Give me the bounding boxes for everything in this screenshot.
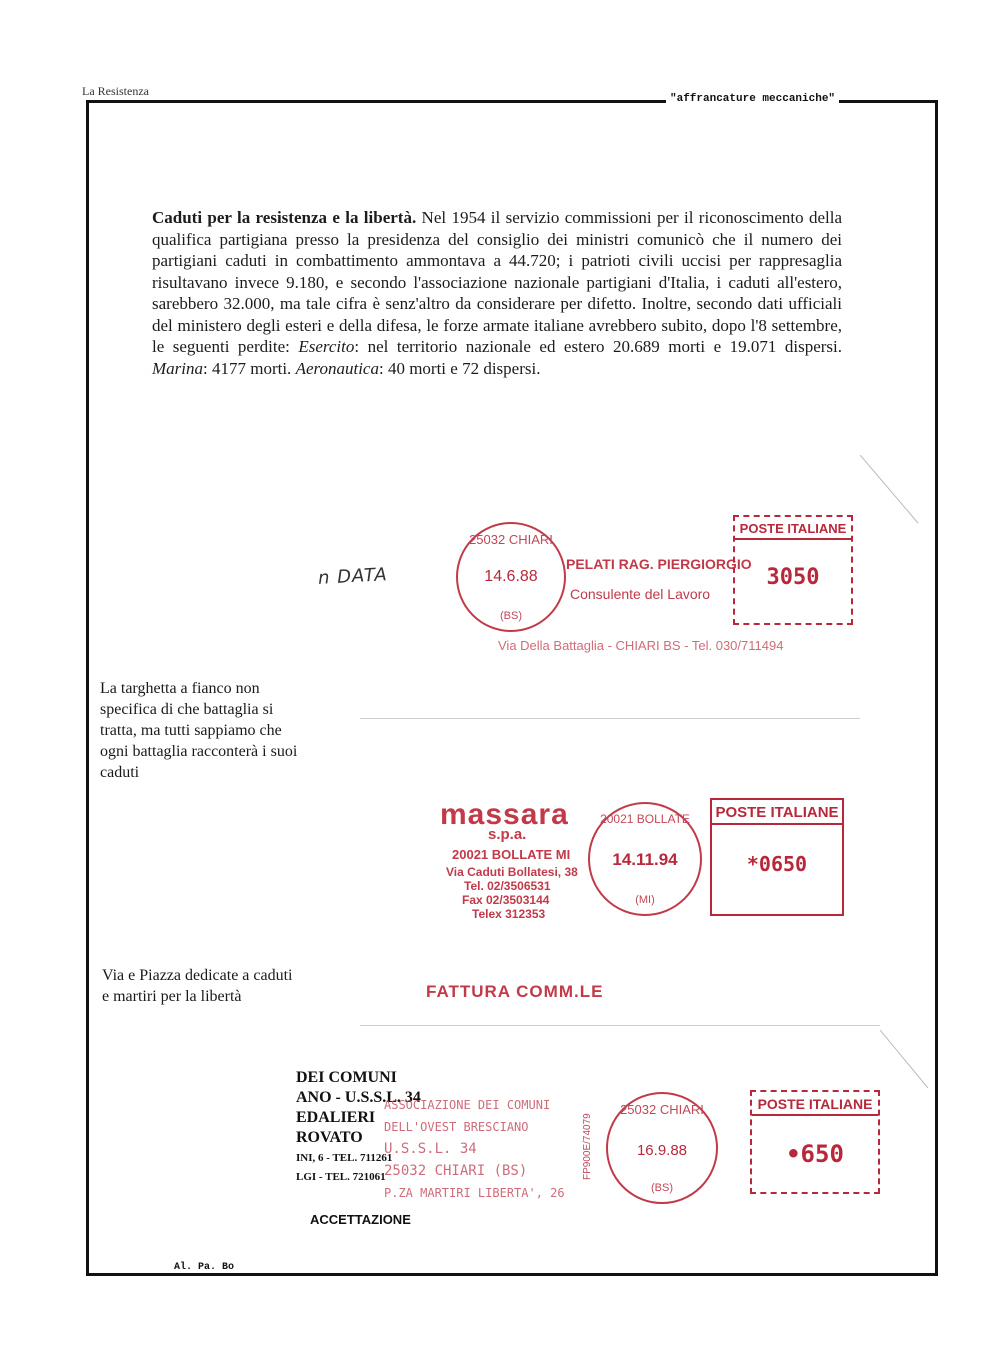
postmark-date: 14.11.94: [612, 850, 678, 869]
postmark-province: (MI): [635, 894, 655, 906]
marina-text: : 4177 morti.: [203, 358, 296, 378]
aeronautica-text: : 40 morti e 72 dispersi.: [378, 358, 541, 378]
company-address-street: Via Caduti Bollatesi, 38: [446, 865, 578, 879]
black-stamp-line: DEI COMUNI: [296, 1069, 397, 1086]
marina-label: Marina: [152, 358, 203, 378]
esercito-label: Esercito: [298, 337, 355, 356]
handwritten-note: n DATA: [317, 564, 389, 589]
meter-label: POSTE ITALIANE: [712, 804, 842, 825]
page-header-right: "affrancature meccaniche": [666, 93, 839, 105]
envelope-corner: [860, 455, 920, 525]
company-fax: Fax 02/3503144: [462, 893, 550, 907]
postmark-bollate: [588, 802, 702, 916]
meter-value: •650: [786, 1140, 844, 1168]
red-stamp-line: ASSOCIAZIONE DEI COMUNI: [384, 1098, 551, 1112]
black-stamp-line: ROVATO: [296, 1129, 363, 1146]
postmark-chiari-1: [456, 522, 566, 632]
meter-label: POSTE ITALIANE: [752, 1096, 878, 1116]
company-telex: Telex 312353: [472, 907, 546, 921]
red-stamp-block: [384, 1094, 565, 1204]
page-header-left: La Resistenza: [82, 84, 149, 98]
meter-code: FP900E/74079: [582, 1113, 593, 1180]
red-stamp-line: U.S.S.L. 34: [384, 1141, 477, 1157]
envelope-corner: [880, 1030, 930, 1090]
meter-value: 3050: [766, 565, 820, 590]
postmark-date: 16.9.88: [636, 1142, 688, 1159]
envelope-edge: [360, 1025, 880, 1026]
sender-title: Consulente del Lavoro: [570, 586, 711, 602]
esercito-text: : nel territorio nazionale ed estero 20.689 morti e 19.071 dispersi.: [354, 337, 843, 356]
envelope-edge: [360, 718, 860, 719]
aeronautica-label: Aeronautica: [295, 358, 379, 378]
black-stamp-line: ANO - U.S.S.L. 34: [296, 1089, 421, 1106]
postmark-town: 25032 CHIARI: [469, 532, 553, 547]
red-stamp-line: P.ZA MARTIRI LIBERTA', 26: [384, 1186, 565, 1200]
black-stamp-line: EDALIERI: [296, 1109, 376, 1126]
meter-label: POSTE ITALIANE: [735, 521, 851, 540]
sender-address: Via Della Battaglia - CHIARI BS - Tel. 030/711494: [498, 638, 784, 653]
meter-stamp-2: [710, 798, 844, 916]
footer-mark: Al. Pa. Bo: [170, 1262, 238, 1273]
black-stamp-line: LGI - TEL. 721061: [296, 1171, 386, 1183]
side-note-via-piazza: Via e Piazza dedicate a caduti e martiri per la libertà: [102, 967, 293, 1005]
postmark-town: 20021 BOLLATE: [600, 812, 690, 826]
paragraph-part1: Nel 1954 il servizio commissioni per il riconoscimento della qualifica partigiana presso la presidenza del consiglio dei ministri comunicò che il numero dei partigiani caduti in combattimento ammontava a 44.720; i patrioti civili uccisi per rappresaglia risultavano invece 9.180, e secondo l'associazione nazionale partigiani d'Italia, i caduti all'estero, sarebbero 32.000, ma tale cifra è senz'altro da considerare per difetto. Inoltre, secondo dati ufficiali del ministero degli esteri e della difesa, le forze armate italiane avrebbero subito, dopo l'8 settembre, le seguenti perdite:: [152, 208, 842, 356]
main-paragraph: [152, 207, 842, 379]
postmark-town: 25032 CHIARI: [620, 1102, 704, 1117]
meter-stamp-1: [733, 515, 853, 625]
acceptance-label: ACCETTAZIONE: [310, 1212, 411, 1227]
company-logo-massara: massara: [440, 798, 569, 831]
postmark-chiari-2: [606, 1092, 718, 1204]
postmark-province: (BS): [500, 610, 522, 622]
sender-name: PELATI RAG. PIERGIORGIO: [566, 556, 752, 572]
company-logo-sub: s.p.a.: [488, 826, 527, 843]
company-address-city: 20021 BOLLATE MI: [452, 847, 571, 862]
meter-value: *0650: [746, 852, 808, 876]
red-stamp-line: DELL'OVEST BRESCIANO: [384, 1120, 529, 1134]
postmark-province: (BS): [651, 1182, 673, 1194]
side-note-targhetta: La targhetta a fianco non specifica di che battaglia si tratta, ma tutti sappiamo che ogni battaglia racconterà i suoi caduti: [100, 680, 298, 781]
company-tel: Tel. 02/3506531: [464, 879, 551, 893]
invoice-label: FATTURA COMM.LE: [426, 982, 604, 1001]
postmark-date: 14.6.88: [484, 568, 538, 585]
paragraph-heading: Caduti per la resistenza e la libertà.: [152, 208, 417, 227]
meter-stamp-3: [750, 1090, 880, 1194]
red-stamp-line: 25032 CHIARI (BS): [384, 1163, 528, 1179]
black-stamp-line: INI, 6 - TEL. 711261: [296, 1152, 393, 1164]
